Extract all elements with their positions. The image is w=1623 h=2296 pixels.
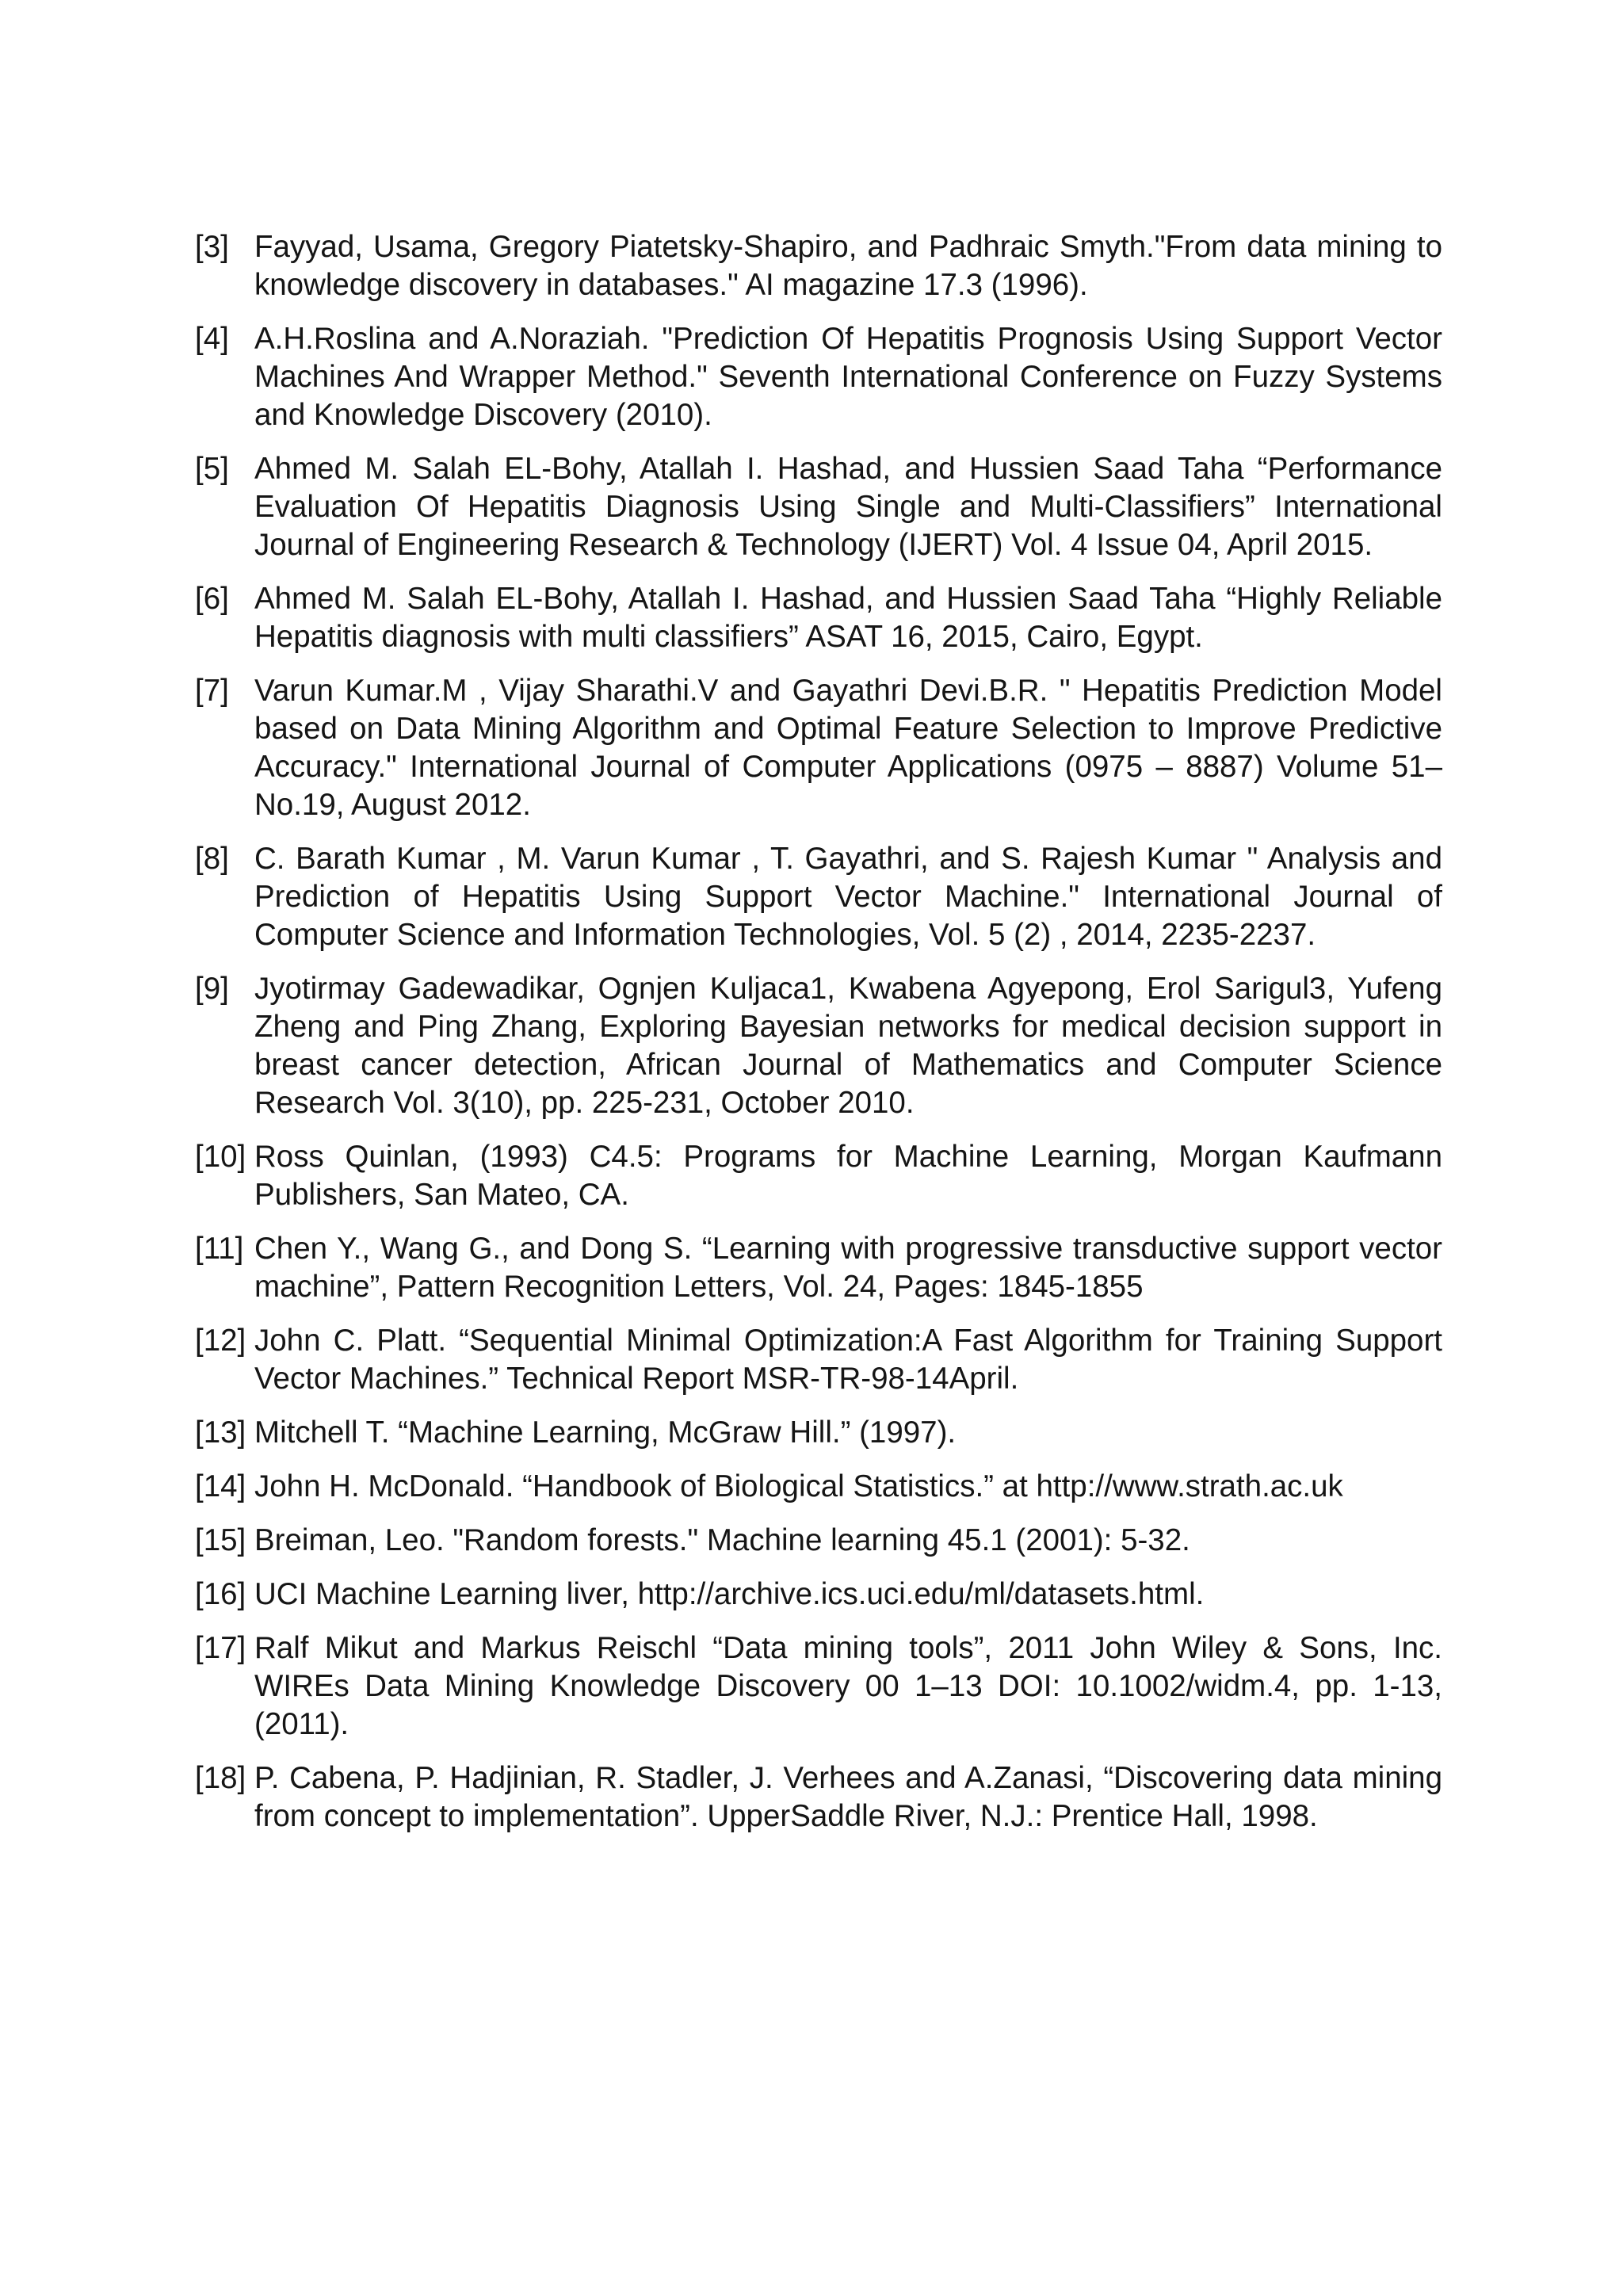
reference-item — [195, 1230, 1442, 1306]
reference-number: [13] — [195, 1415, 246, 1450]
reference-text: Chen Y., Wang G., and Dong S. “Learning with progressive transductive support vector machine”, Pattern Recognition Letters, Vol. 24, Pages: 1845-1855 — [254, 1232, 1442, 1304]
reference-number: [7] — [195, 674, 229, 708]
reference-text: Ralf Mikut and Markus Reischl “Data mining tools”, 2011 John Wiley & Sons, Inc. WIREs Data Mining Knowledge Discovery 00 1–13 DOI: 10.1002/widm.4, pp. 1-13, (2011). — [254, 1631, 1442, 1741]
reference-number: [3] — [195, 230, 229, 264]
reference-item — [195, 450, 1442, 564]
reference-text: C. Barath Kumar , M. Varun Kumar , T. Gayathri, and S. Rajesh Kumar " Analysis and Prediction of Hepatitis Using Support Vector Machine." International Journal of Computer Science and Information Technologies, Vol. 5 (2) , 2014, 2235-2237. — [254, 842, 1442, 952]
reference-item — [195, 1629, 1442, 1744]
reference-item — [195, 1414, 1442, 1452]
reference-text: Varun Kumar.M , Vijay Sharathi.V and Gayathri Devi.B.R. " Hepatitis Prediction Model based on Data Mining Algorithm and Optimal Feature Selection to Improve Predictive Accuracy." International Journal of Computer Applications (0975 – 8887) Volume 51– No.19, August 2012. — [254, 674, 1442, 822]
reference-text: Breiman, Leo. "Random forests." Machine learning 45.1 (2001): 5-32. — [254, 1523, 1190, 1557]
reference-text: John H. McDonald. “Handbook of Biological Statistics.” at http://www.strath.ac.uk — [254, 1469, 1343, 1503]
reference-number: [11] — [195, 1232, 244, 1266]
reference-text: Fayyad, Usama, Gregory Piatetsky-Shapiro, and Padhraic Smyth."From data mining to knowledge discovery in databases." AI magazine 17.3 (1996). — [254, 230, 1442, 302]
reference-number: [16] — [195, 1577, 246, 1611]
reference-text: P. Cabena, P. Hadjinian, R. Stadler, J. Verhees and A.Zanasi, “Discovering data mining from concept to implementation”. UpperSaddle River, N.J.: Prentice Hall, 1998. — [254, 1761, 1442, 1833]
reference-number: [15] — [195, 1523, 246, 1557]
reference-number: [6] — [195, 582, 229, 616]
reference-text: Ahmed M. Salah EL-Bohy, Atallah I. Hashad, and Hussien Saad Taha “Highly Reliable Hepatitis diagnosis with multi classifiers” ASAT 16, 2015, Cairo, Egypt. — [254, 582, 1442, 654]
reference-item — [195, 1759, 1442, 1836]
reference-item — [195, 840, 1442, 954]
reference-number: [5] — [195, 452, 229, 486]
reference-number: [18] — [195, 1761, 246, 1795]
reference-item — [195, 1522, 1442, 1560]
reference-item — [195, 1322, 1442, 1398]
reference-item — [195, 970, 1442, 1122]
reference-item — [195, 1138, 1442, 1214]
reference-text: Ross Quinlan, (1993) C4.5: Programs for Machine Learning, Morgan Kaufmann Publishers, San Mateo, CA. — [254, 1140, 1442, 1212]
reference-item — [195, 320, 1442, 434]
reference-item — [195, 580, 1442, 656]
reference-text: UCI Machine Learning liver, http://archive.ics.uci.edu/ml/datasets.html. — [254, 1577, 1205, 1611]
reference-item — [195, 672, 1442, 824]
reference-number: [9] — [195, 972, 229, 1006]
reference-text: Ahmed M. Salah EL-Bohy, Atallah I. Hashad, and Hussien Saad Taha “Performance Evaluation Of Hepatitis Diagnosis Using Single and Multi-Classifiers” International Journal of Engineering Research & Technology (IJERT) Vol. 4 Issue 04, April 2015. — [254, 452, 1442, 562]
reference-text: Mitchell T. “Machine Learning, McGraw Hill.” (1997). — [254, 1415, 957, 1450]
reference-item — [195, 1468, 1442, 1506]
reference-number: [8] — [195, 842, 229, 876]
reference-text: John C. Platt. “Sequential Minimal Optimization:A Fast Algorithm for Training Support Vector Machines.” Technical Report MSR-TR-98-14April. — [254, 1324, 1442, 1396]
reference-text: A.H.Roslina and A.Noraziah. "Prediction Of Hepatitis Prognosis Using Support Vector Machines And Wrapper Method." Seventh International Conference on Fuzzy Systems and Knowledge Discovery (2010). — [254, 322, 1442, 432]
reference-item — [195, 228, 1442, 304]
reference-number: [12] — [195, 1324, 246, 1358]
reference-number: [14] — [195, 1469, 246, 1503]
reference-number: [4] — [195, 322, 229, 356]
reference-text: Jyotirmay Gadewadikar, Ognjen Kuljaca1, Kwabena Agyepong, Erol Sarigul3, Yufeng Zheng and Ping Zhang, Exploring Bayesian networks for medical decision support in breast cancer detection, African Journal of Mathematics and Computer Science Research Vol. 3(10), pp. 225-231, October 2010. — [254, 972, 1442, 1120]
reference-list — [195, 228, 1442, 1851]
reference-number: [10] — [195, 1140, 246, 1174]
reference-number: [17] — [195, 1631, 246, 1665]
reference-item — [195, 1576, 1442, 1614]
